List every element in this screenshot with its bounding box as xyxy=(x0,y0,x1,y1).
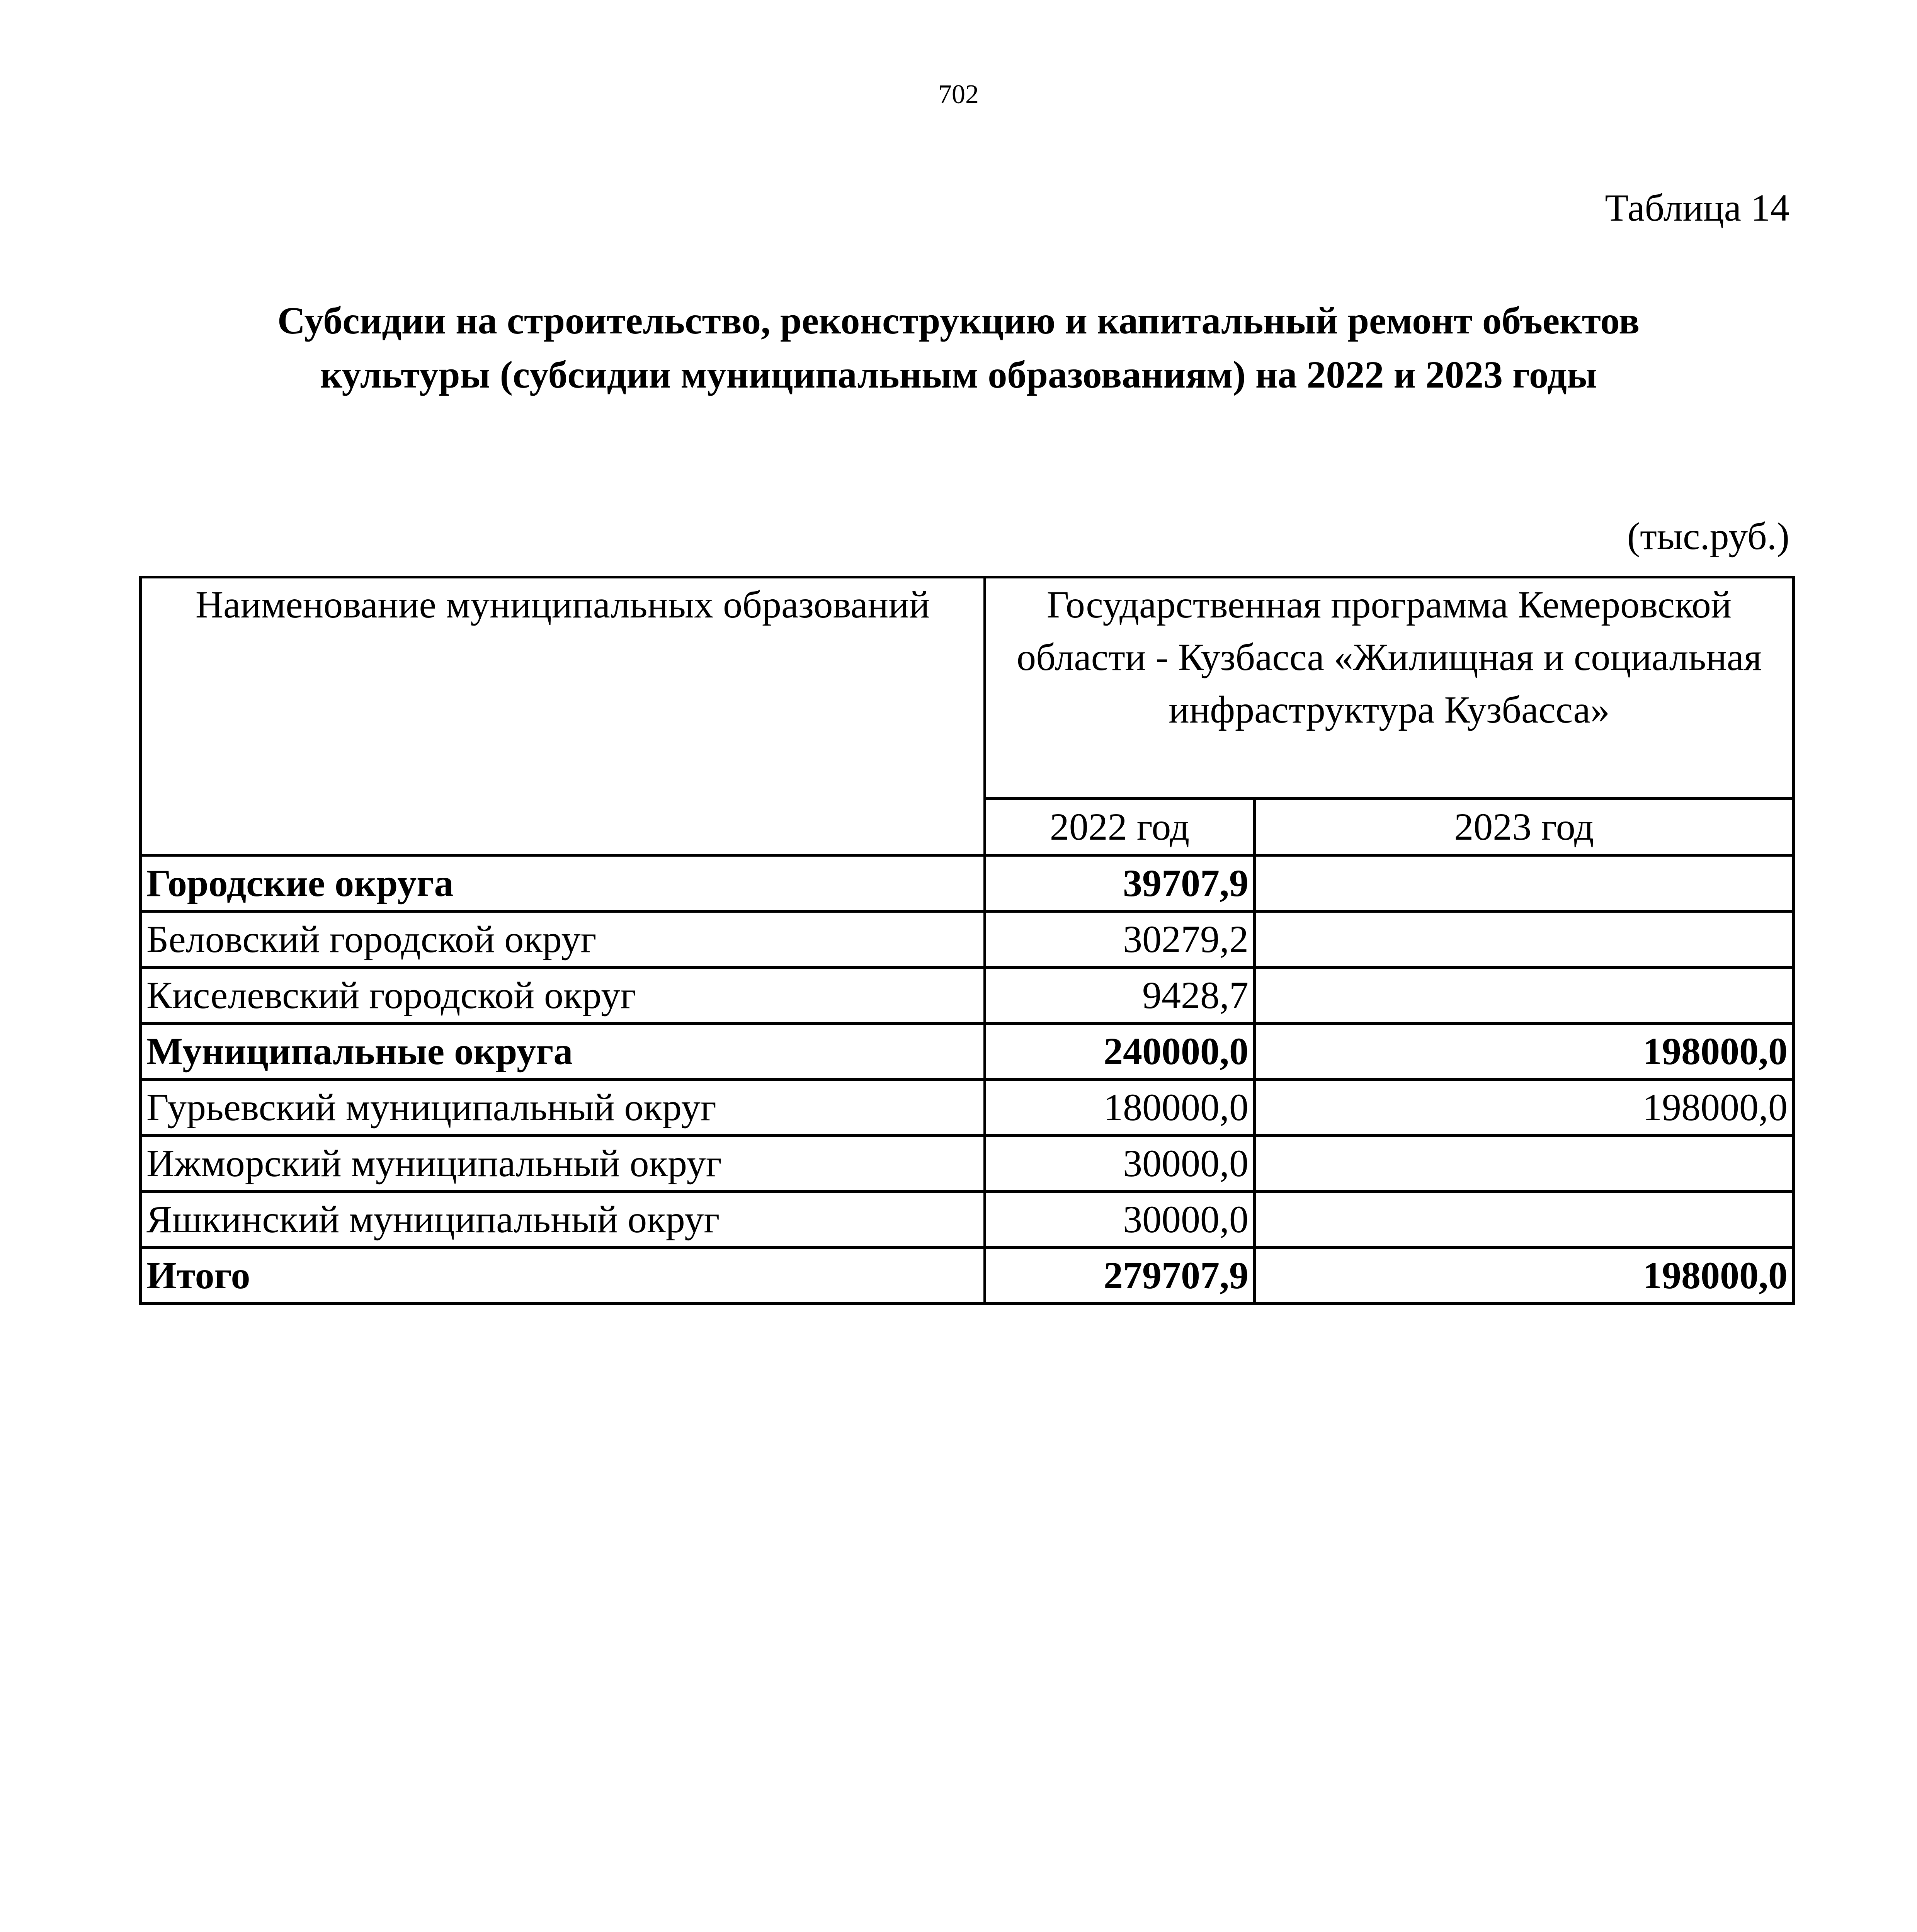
row-value-2023: 198000,0 xyxy=(1255,1024,1794,1080)
row-name: Яшкинский муниципальный округ xyxy=(141,1192,985,1248)
row-value-2023: 198000,0 xyxy=(1255,1248,1794,1304)
page-number: 702 xyxy=(938,80,979,109)
subsidies-table xyxy=(139,576,1795,1305)
row-value-2022: 30000,0 xyxy=(985,1192,1255,1248)
table-row xyxy=(141,968,1794,1024)
title-line-1: Субсидии на строительство, реконструкцию и капитальный ремонт объектов xyxy=(277,299,1640,342)
row-value-2023: 198000,0 xyxy=(1255,1080,1794,1136)
table-label: Таблица 14 xyxy=(1605,186,1789,229)
document-title xyxy=(0,294,1917,402)
row-value-2022: 279707,9 xyxy=(985,1248,1255,1304)
table-header-row xyxy=(141,577,1794,799)
row-name: Городские округа xyxy=(141,855,985,912)
row-value-2022: 30279,2 xyxy=(985,912,1255,968)
row-name: Ижморский муниципальный округ xyxy=(141,1136,985,1192)
row-name: Киселевский городской округ xyxy=(141,968,985,1024)
row-value-2023 xyxy=(1255,1192,1794,1248)
header-year-2022: 2022 год xyxy=(985,799,1255,855)
row-value-2022: 240000,0 xyxy=(985,1024,1255,1080)
row-value-2022: 30000,0 xyxy=(985,1136,1255,1192)
row-value-2023 xyxy=(1255,1136,1794,1192)
row-value-2023 xyxy=(1255,968,1794,1024)
row-name: Беловский городской округ xyxy=(141,912,985,968)
row-name: Итого xyxy=(141,1248,985,1304)
header-year-2023: 2023 год xyxy=(1255,799,1794,855)
table-row xyxy=(141,1192,1794,1248)
header-municipality-name: Наименование муниципальных образований xyxy=(141,577,985,855)
row-value-2022: 39707,9 xyxy=(985,855,1255,912)
table-row-group-urban-districts xyxy=(141,855,1794,912)
table-row xyxy=(141,912,1794,968)
row-value-2022: 9428,7 xyxy=(985,968,1255,1024)
row-name: Муниципальные округа xyxy=(141,1024,985,1080)
units-note: (тыс.руб.) xyxy=(1627,515,1789,558)
table-row xyxy=(141,1136,1794,1192)
header-program: Государственная программа Кемеровской области - Кузбасса «Жилищная и социальная инфраструктура Кузбасса» xyxy=(985,577,1794,799)
title-line-2: культуры (субсидии муниципальным образованиям) на 2022 и 2023 годы xyxy=(320,353,1597,396)
row-value-2022: 180000,0 xyxy=(985,1080,1255,1136)
row-value-2023 xyxy=(1255,912,1794,968)
row-name: Гурьевский муниципальный округ xyxy=(141,1080,985,1136)
table-row xyxy=(141,1080,1794,1136)
row-value-2023 xyxy=(1255,855,1794,912)
table-row-total xyxy=(141,1248,1794,1304)
table-row-group-municipal-districts xyxy=(141,1024,1794,1080)
